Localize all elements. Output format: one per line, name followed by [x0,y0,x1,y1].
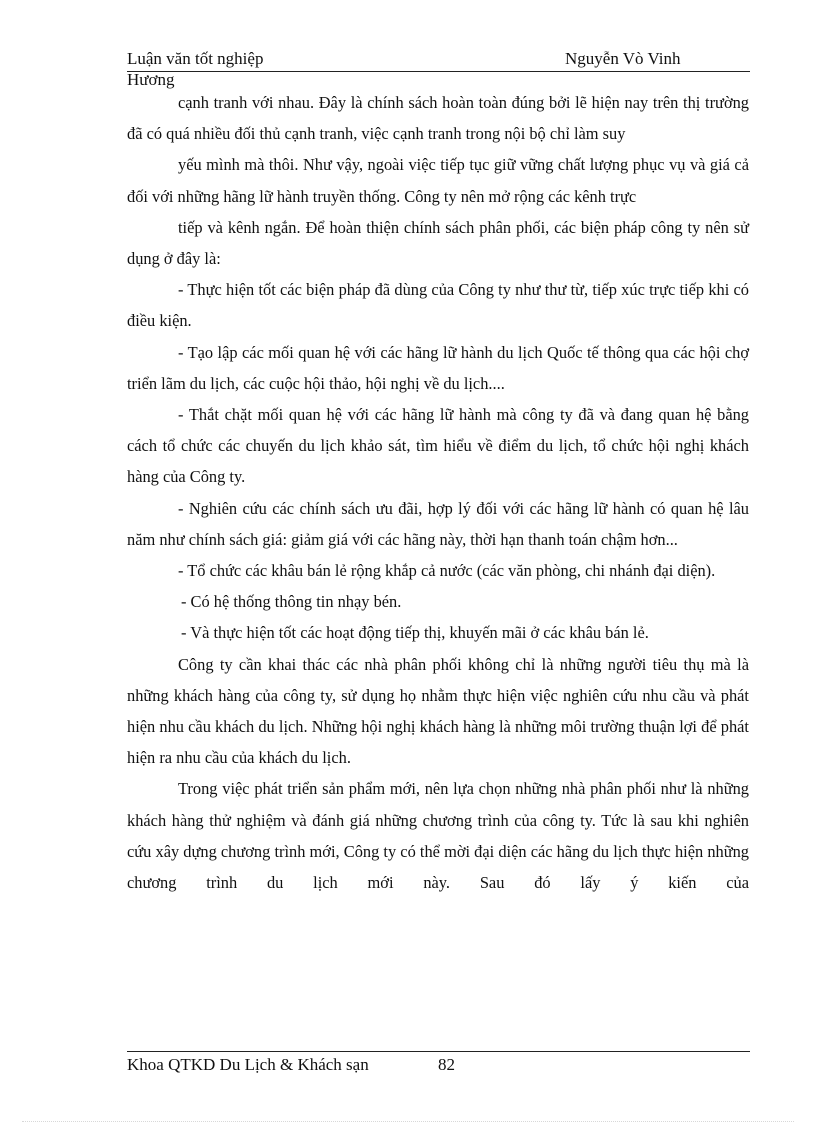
paragraph: - Tổ chức các khâu bán lẻ rộng khắp cả nước (các văn phòng, chi nhánh đại diện). [178,561,716,581]
paragraph: yếu mình mà thôi. Như vậy, ngoài việc tiếp tục giữ vững chất lượng phục vụ và giá cả đối với những hãng lữ hành truyền thống. Công ty nên mở rộng các kênh trực [127,155,749,206]
footer-faculty: Khoa QTKD Du Lịch & Khách sạn [127,1055,369,1074]
paragraph: tiếp và kênh ngắn. Để hoàn thiện chính sách phân phối, các biện pháp công ty nên sử dụng ở đây là: [127,217,749,269]
paragraph: - Có hệ thống thông tin nhạy bén. [181,592,402,612]
header-author: Nguyễn Vò Vinh [565,49,681,68]
document-body [127,87,749,898]
page-number: 82 [438,1055,455,1074]
paragraph: - Và thực hiện tốt các hoạt động tiếp thị, khuyến mãi ở các khâu bán lẻ. [181,623,649,643]
header-author-continuation: Hương [127,70,175,89]
paragraph: Trong việc phát triển sản phẩm mới, nên lựa chọn những nhà phân phối như là những khách hàng thử nghiệm và đánh giá những chương trình của công ty. Tức là sau khi nghiên cứu xây dựng chương trình mới, Công ty có thể mời đại diện các hãng du lịch thực hiện những chương trình du lịch mới này. Sau đó lấy ý kiến của [127,779,749,893]
header-title: Luận văn tốt nghiệp [127,49,264,68]
paragraph: - Nghiên cứu các chính sách ưu đãi, hợp lý đối với các hãng lữ hành có quan hệ lâu năm như chính sách giá: giảm giá với các hãng này, thời hạn thanh toán chậm hơn... [127,498,749,549]
footer-rule [127,1051,750,1052]
page-edge-dotted-line [22,1121,794,1122]
paragraph: - Thực hiện tốt các biện pháp đã dùng của Công ty như thư từ, tiếp xúc trực tiếp khi có điều kiện. [127,280,749,331]
paragraph: - Tạo lập các mối quan hệ với các hãng lữ hành du lịch Quốc tế thông qua các hội chợ triển lãm du lịch, các cuộc hội thảo, hội nghị về du lịch.... [127,342,749,393]
page-header [127,49,750,72]
paragraph: cạnh tranh với nhau. Đây là chính sách hoàn toàn đúng bởi lẽ hiện nay trên thị trường đã có quá nhiều đối thủ cạnh tranh, việc cạnh tranh trong nội bộ chỉ làm suy [127,93,749,144]
paragraph: Công ty cần khai thác các nhà phân phối không chỉ là những người tiêu thụ mà là những khách hàng của công ty, sử dụng họ nhằm thực hiện việc nghiên cứu nhu cầu và phát hiện nhu cầu khách du lịch. Những hội nghị khách hàng là những môi trường thuận lợi để phát hiện ra nhu cầu của khách du lịch. [127,654,749,768]
page-footer [127,1055,455,1075]
paragraph: - Thắt chặt mối quan hệ với các hãng lữ hành mà công ty đã và đang quan hệ bằng cách tổ chức các chuyến du lịch khảo sát, tìm hiểu về điểm du lịch, tổ chức hội nghị khách hàng của Công ty. [127,405,749,487]
